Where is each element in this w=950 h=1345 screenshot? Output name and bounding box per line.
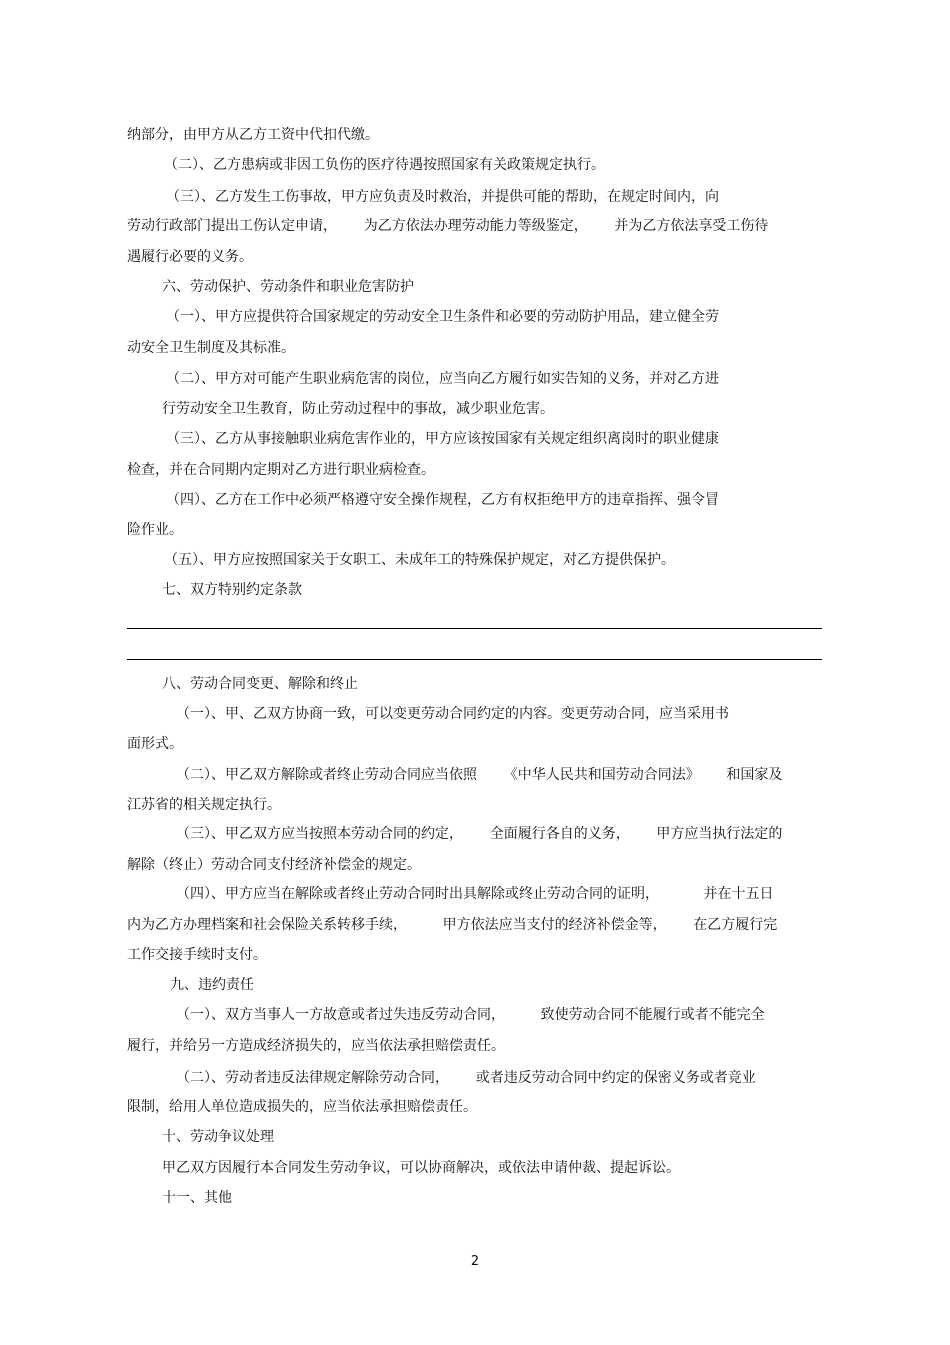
text-line: 面形式。 [127,736,183,752]
text-line: 履行，并给另一方造成经济损失的，应当依法承担赔偿责任。 [127,1038,505,1054]
text-line: 内为乙方办理档案和社会保险关系转移手续， 甲方依法应当支付的经济补偿金等， 在乙方履行完 [127,917,778,933]
text-line: （三）、甲乙双方应当按照本劳动合同的约定， 全面履行各自的义务， 甲方应当执行法定的 [176,826,783,842]
text-line: （二）、劳动者违反法律规定解除劳动合同， 或者违反劳动合同中约定的保密义务或者竞业 [176,1070,756,1086]
text-line: 劳动行政部门提出工伤认定申请， 为乙方依法办理劳动能力等级鉴定， 并为乙方依法享受工伤待 [127,218,769,234]
blank-fill-line [127,659,822,660]
text-line: （一）、甲方应提供符合国家规定的劳动安全卫生条件和必要的劳动防护用品，建立健全劳 [166,309,719,325]
text-line: 行劳动安全卫生教育，防止劳动过程中的事故，减少职业危害。 [162,401,554,417]
section-heading: 十、劳动争议处理 [162,1129,274,1145]
text-line: 险作业。 [127,522,183,538]
section-heading: 八、劳动合同变更、解除和终止 [162,676,358,692]
text-line: 工作交接手续时支付。 [127,947,267,963]
section-heading: 七、双方特别约定条款 [162,582,302,598]
text-line: （四）、乙方在工作中必须严格遵守安全操作规程，乙方有权拒绝甲方的违章指挥、强令冒 [166,492,719,508]
text-line: 甲乙双方因履行本合同发生劳动争议，可以协商解决，或依法申请仲裁、提起诉讼。 [162,1160,680,1176]
text-line: 遇履行必要的义务。 [127,249,253,265]
text-line: 纳部分，由甲方从乙方工资中代扣代缴。 [127,127,379,143]
text-line: （三）、乙方从事接触职业病危害作业的，甲方应该按国家有关规定组织离岗时的职业健康 [166,431,719,447]
text-line: 限制，给用人单位造成损失的，应当依法承担赔偿责任。 [127,1099,477,1115]
text-line: （五）、甲方应按照国家关于女职工、未成年工的特殊保护规定，对乙方提供保护。 [164,552,675,568]
section-heading: 六、劳动保护、劳动条件和职业危害防护 [162,279,414,295]
section-heading: 九、违约责任 [170,977,254,993]
text-line: 解除（终止）劳动合同支付经济补偿金的规定。 [127,857,421,873]
page-number: 2 [470,1254,480,1269]
text-line: （一）、双方当事人一方故意或者过失违反劳动合同， 致使劳动合同不能履行或者不能完全 [176,1007,765,1023]
text-line: 动安全卫生制度及其标准。 [127,340,295,356]
text-line: （四）、甲方应当在解除或者终止劳动合同时出具解除或终止劳动合同的证明， 并在十五日 [176,886,774,902]
section-heading: 十一、其他 [162,1190,232,1206]
text-line: （二）、乙方患病或非因工负伤的医疗待遇按照国家有关政策规定执行。 [164,157,605,173]
text-line: （二）、甲方对可能产生职业病危害的岗位，应当向乙方履行如实告知的义务，并对乙方进 [166,371,719,387]
text-line: 检查，并在合同期内定期对乙方进行职业病检查。 [127,462,435,478]
text-line: （二）、甲乙双方解除或者终止劳动合同应当依照 《中华人民共和国劳动合同法》 和国家及 [176,767,783,783]
text-line: （三）、乙方发生工伤事故，甲方应负责及时救治，并提供可能的帮助，在规定时间内，向 [166,189,719,205]
blank-fill-line [127,628,822,629]
text-line: （一）、甲、乙双方协商一致，可以变更劳动合同约定的内容。变更劳动合同，应当采用书 [176,706,729,722]
text-line: 江苏省的相关规定执行。 [127,797,281,813]
